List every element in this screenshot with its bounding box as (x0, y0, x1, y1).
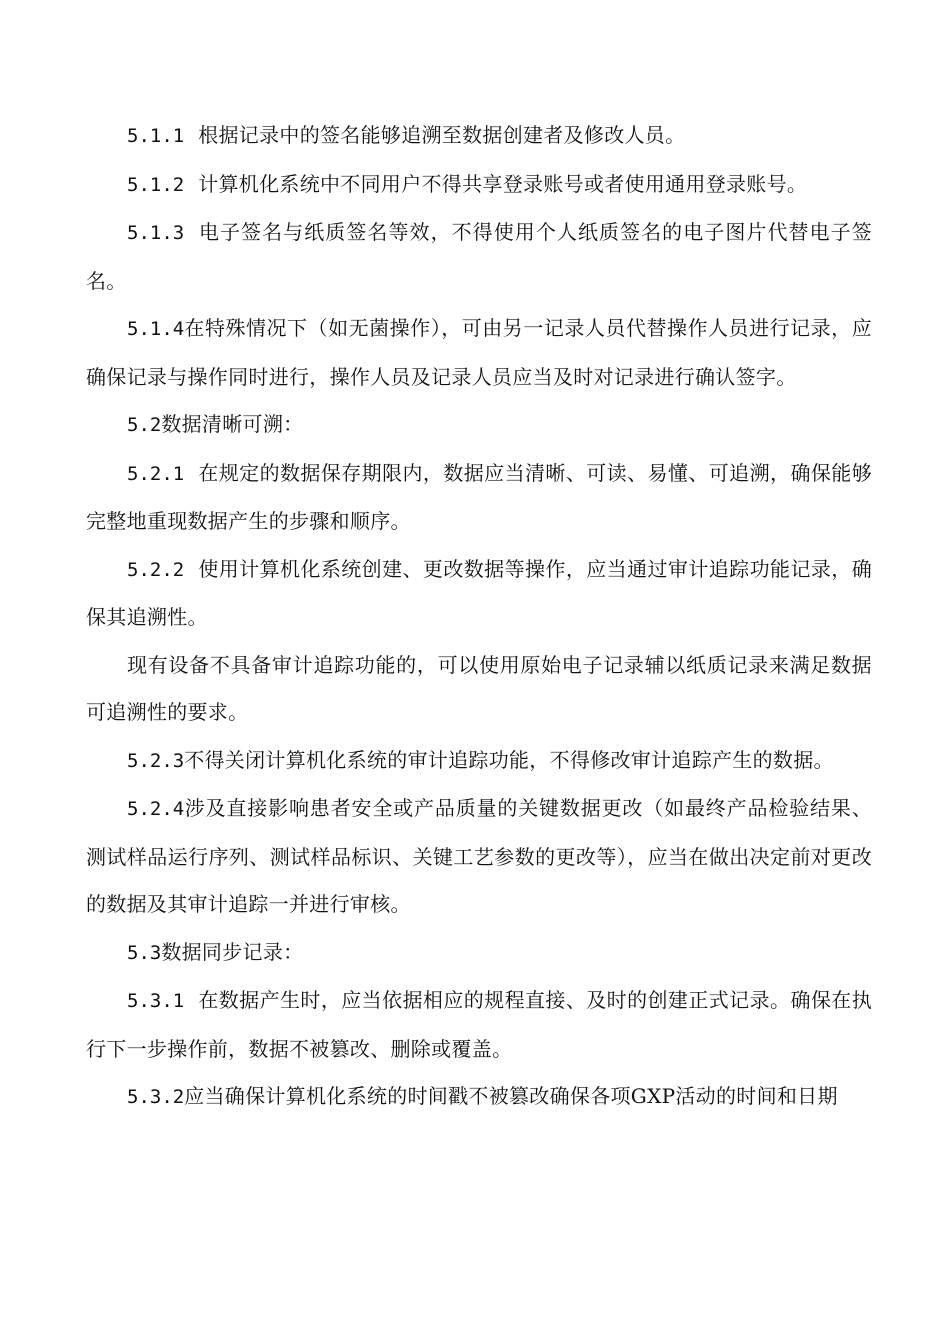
paragraph-5-2-3 (86, 737, 872, 786)
paragraph-5-1-3 (86, 209, 872, 305)
clause-text: 现有设备不具备审计追踪功能的，可以使用原始电子记录辅以纸质记录来满足数据可追溯性的要求。 (86, 652, 872, 724)
paragraph-5-2-2-note (86, 642, 872, 737)
section-number: 5.3 (127, 941, 162, 964)
clause-text: 应当确保计算机化系统的时间戳不被篡改确保各项GXP活动的时间和日期 (184, 1084, 838, 1108)
clause-text: 不得关闭计算机化系统的审计追踪功能，不得修改审计追踪产生的数据。 (184, 747, 834, 772)
clause-text: 在特殊情况下（如无菌操作），可由另一记录人员代替操作人员进行记录，应确保记录与操作同时进行，操作人员及记录人员应当及时对记录进行确认签字。 (86, 316, 872, 389)
clause-text: 在数据产生时，应当依据相应的规程直接、及时的创建正式记录。确保在执行下一步操作前，数据不被篡改、删除或覆盖。 (86, 988, 872, 1061)
paragraph-5-3-1 (86, 977, 872, 1073)
section-heading-5-2 (86, 401, 872, 450)
clause-number: 5.2.3 (127, 749, 185, 772)
document-body (86, 112, 872, 1122)
paragraph-5-1-4 (86, 305, 872, 401)
clause-text: 电子签名与纸质签名等效，不得使用个人纸质签名的电子图片代替电子签名。 (86, 220, 872, 293)
paragraph-5-3-2 (86, 1073, 872, 1122)
clause-number: 5.1.1 (127, 125, 185, 147)
section-title: 数据清晰可溯： (161, 412, 304, 436)
section-number: 5.2 (127, 414, 162, 436)
clause-number: 5.2.4 (127, 798, 185, 820)
clause-text: 涉及直接影响患者安全或产品质量的关键数据更改（如最终产品检验结果、测试样品运行序列、测试样品标识、关键工艺参数的更改等），应当在做出决定前对更改的数据及其审计追踪一并进行审核。 (86, 796, 872, 916)
clause-number: 5.1.2 (127, 173, 185, 196)
section-title: 数据同步记录： (161, 939, 304, 964)
clause-text: 根据记录中的签名能够追溯至数据创建者及修改人员。 (198, 123, 686, 147)
clause-text: 在规定的数据保存期限内，数据应当清晰、可读、易懂、可追溯，确保能够完整地重现数据产生的步骤和顺序。 (86, 460, 872, 533)
clause-number: 5.2.1 (127, 462, 185, 485)
clause-text: 计算机化系统中不同用户不得共享登录账号或者使用通用登录账号。 (198, 171, 808, 196)
clause-number: 5.2.2 (127, 558, 185, 581)
clause-number: 5.3.2 (127, 1086, 185, 1108)
paragraph-5-2-4 (86, 785, 872, 929)
paragraph-5-2-1 (86, 450, 872, 546)
paragraph-5-1-2 (86, 161, 872, 210)
clause-number: 5.3.1 (127, 990, 185, 1012)
paragraph-5-2-2 (86, 546, 872, 642)
section-heading-5-3 (86, 929, 872, 978)
clause-text: 使用计算机化系统创建、更改数据等操作，应当通过审计追踪功能记录，确保其追溯性。 (86, 556, 872, 629)
paragraph-5-1-1 (86, 112, 872, 161)
clause-number: 5.1.4 (127, 318, 185, 340)
clause-number: 5.1.3 (127, 222, 185, 244)
